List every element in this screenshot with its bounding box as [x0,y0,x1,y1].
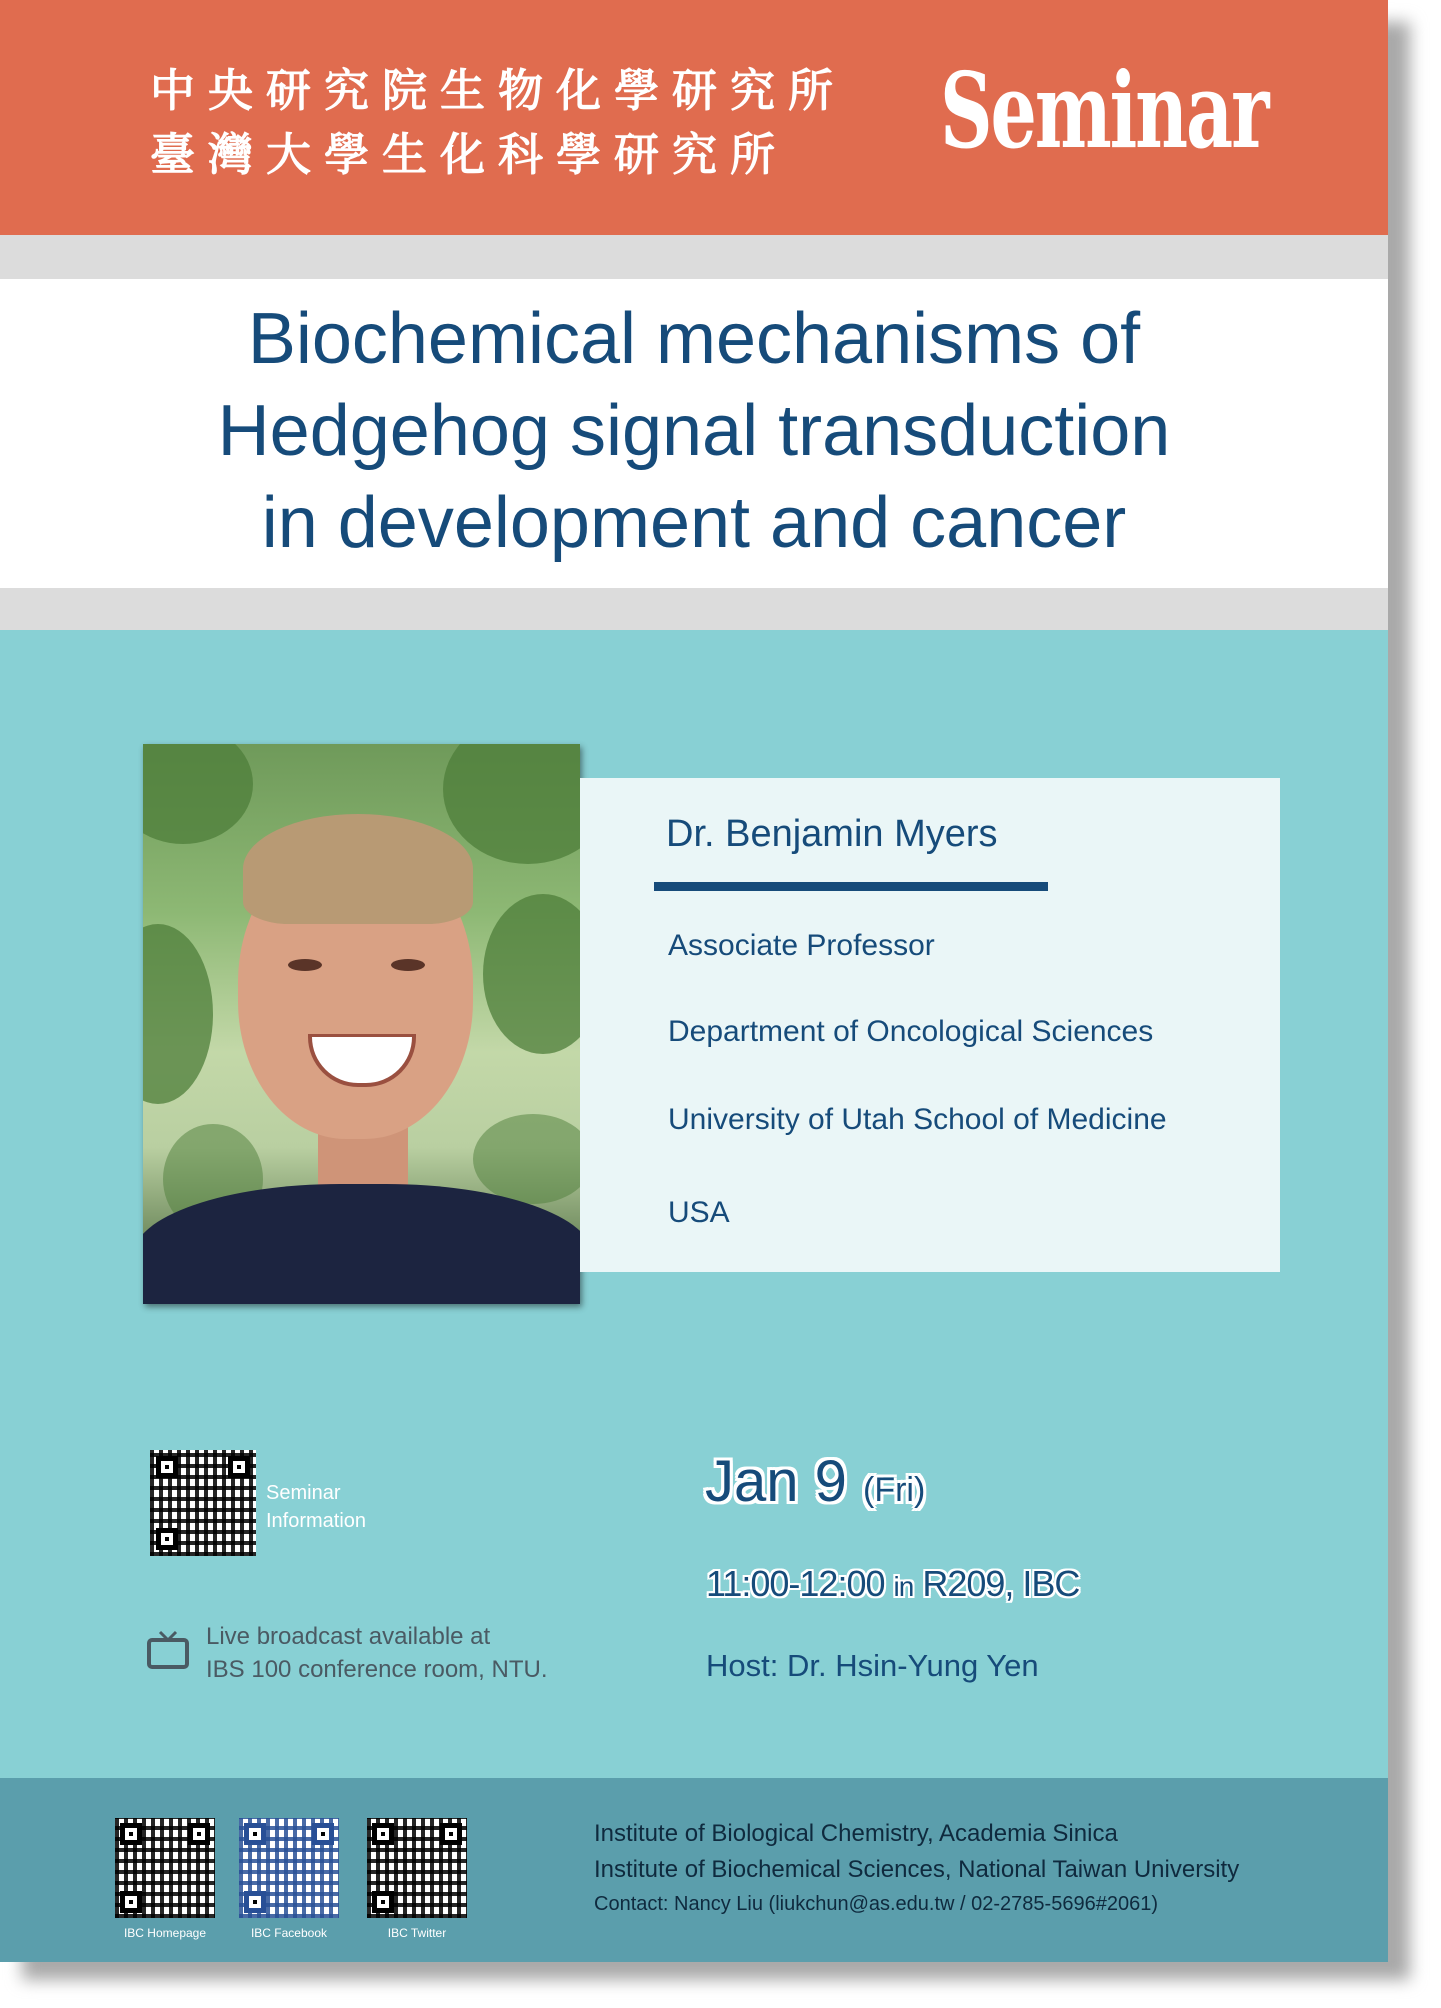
qr-finder [156,1528,178,1550]
ibc-facebook-label: IBC Facebook [250,1926,328,1940]
qr-finder [440,1823,462,1845]
qr-finder [244,1823,266,1845]
qr-finder [372,1891,394,1913]
footer-contact: Contact: Nancy Liu (liukchun@as.edu.tw / 02-2785-5696#2061) [594,1893,1158,1915]
name-underline [654,882,1048,891]
event-in-word: in [893,1571,914,1602]
qr-finder [120,1823,142,1845]
speaker-eye-right [391,959,425,971]
qr-finder [372,1823,394,1845]
poster-header [0,0,1388,235]
speaker-shirt [143,1184,580,1304]
foliage [483,894,580,1054]
seminar-info-label-line-1: Seminar [266,1482,341,1504]
speaker-info-box [580,778,1280,1272]
seminar-heading: Seminar [940,49,1268,172]
speaker-eye-left [288,959,322,971]
foliage [143,924,213,1104]
speaker-hair [243,814,473,924]
seminar-info-label-line-2: Information [266,1510,367,1532]
qr-finder [244,1891,266,1913]
divider-band-top [0,235,1388,279]
qr-finder [120,1891,142,1913]
seminar-info-qr-code[interactable] [150,1450,256,1556]
event-location: R209, IBC [922,1563,1080,1604]
seminar-info-label [266,1479,366,1535]
talk-title-line-3: in development and cancer [261,483,1127,563]
speaker-photo [143,744,580,1304]
speaker-position: Associate Professor [668,929,935,962]
speaker-university: University of Utah School of Medicine [668,1103,1167,1136]
event-date-value: Jan 9 [705,1449,847,1514]
live-broadcast-note [206,1620,547,1686]
speaker-country: USA [668,1196,730,1229]
qr-finder [156,1456,178,1478]
qr-finder [312,1823,334,1845]
foliage [143,744,253,844]
event-host: Host: Dr. Hsin-Yung Yen [706,1648,1039,1683]
speaker-department: Department of Oncological Sciences [668,1015,1154,1048]
talk-title-line-2: Hedgehog signal transduction [217,391,1171,471]
talk-title-line-1: Biochemical mechanisms of [247,299,1141,379]
speaker-name: Dr. Benjamin Myers [666,813,998,855]
event-time: 11:00-12:00 [706,1563,885,1604]
poster-footer [0,1778,1388,1962]
live-broadcast-line-2: IBS 100 conference room, NTU. [206,1656,548,1683]
footer-institute-ibc: Institute of Biological Chemistry, Academia Sinica [594,1820,1118,1847]
tv-icon [146,1630,190,1670]
ibc-twitter-label: IBC Twitter [387,1926,447,1940]
ibc-twitter-qr-code[interactable] [367,1818,467,1918]
foliage [473,1114,580,1204]
ibc-homepage-label: IBC Homepage [123,1926,207,1940]
institute-name-academia-sinica: 中央研究院生物化學研究所 [150,64,847,117]
divider-band-bottom [0,588,1388,630]
event-date [705,1448,925,1515]
event-time-location [706,1563,1079,1605]
title-band [0,279,1388,588]
qr-finder [188,1823,210,1845]
event-weekday: (Fri) [863,1471,926,1509]
live-broadcast-line-1: Live broadcast available at [206,1623,491,1650]
ibc-facebook-qr-code[interactable] [239,1818,339,1918]
foliage [443,744,580,864]
institute-name-ntu: 臺灣大學生化科學研究所 [150,128,789,181]
qr-finder [228,1456,250,1478]
footer-institute-ntu: Institute of Biochemical Sciences, National Taiwan University [594,1856,1240,1883]
ibc-homepage-qr-code[interactable] [115,1818,215,1918]
